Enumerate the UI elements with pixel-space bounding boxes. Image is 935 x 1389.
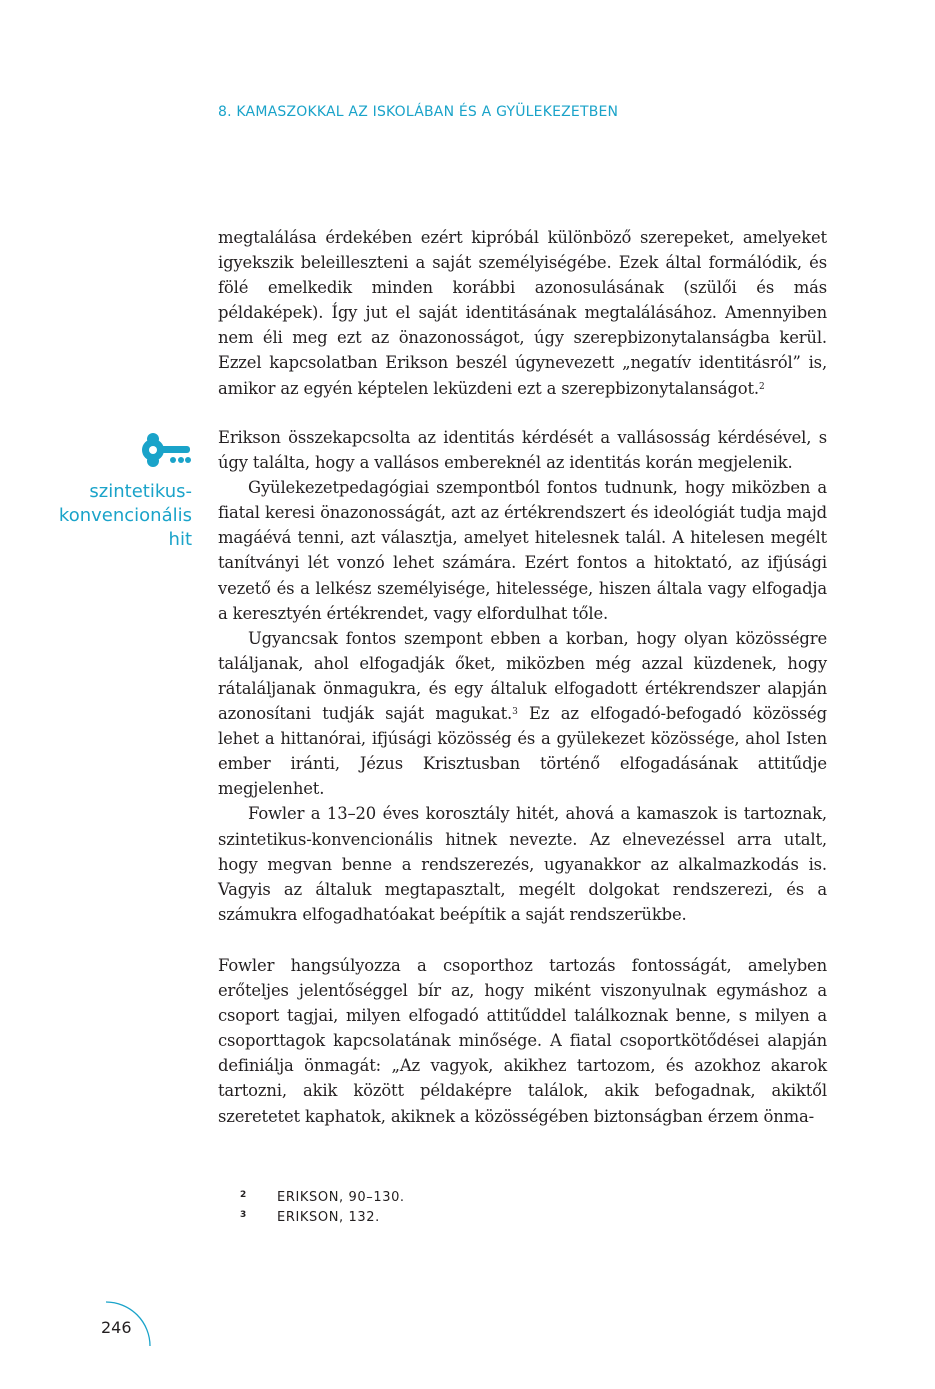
footnote-ref[interactable]: 3 <box>512 707 518 718</box>
paragraph-text: Ugyancsak fontos szempont ebben a korban, hogy olyan közösségre találjanak, ahol elfogadják őket, miközben még azzal küzdenek, hogy rátaláljanak önmagukra, és egy általuk elfogadott értékrendszer alapján azonosítani tudják saját magukat. <box>218 628 827 724</box>
footnote-text: ERIKSON, 132. <box>277 1210 380 1225</box>
key-icon <box>140 430 194 470</box>
body-paragraph <box>218 225 827 401</box>
paragraph-text: Ez az elfogadó-befogadó közösség lehet a hittanórai, ifjúsági közösség és a gyülekezet közössége, ahol Isten ember iránti, Jézus Krisztusban történő elfogadásának attitűdje megjelenhet. <box>218 704 827 799</box>
margin-keyword-line: konvencionális <box>58 505 192 526</box>
body-block-2 <box>218 425 827 927</box>
footnote-text: ERIKSON, 90–130. <box>277 1190 405 1205</box>
footnote-number: 3 <box>240 1210 247 1220</box>
margin-keyword-line: hit <box>168 529 192 550</box>
body-paragraph: Fowler hangsúlyozza a csoporthoz tartozás fontosságát, amelyben erőteljes jelentőséggel bír az, hogy miként viszonyulnak egymáshoz a csoport tagjai, milyen elfogadó attitűddel találkoznak benne, s milyen a csoporttagok kapcsolatának minősége. A fiatal csoportkötődései alapján definiálja önmagát: „Az vagyok, akikhez tartozom, és azokhoz akarok tartozni, akik között példaképre találok, akik befogadnak, akiktől szeretetet kaphatok, akiknek a közösségében biztonságban érzem önma- <box>218 956 827 1126</box>
body-block-1 <box>218 225 827 401</box>
footnote <box>240 1189 405 1209</box>
body-paragraph: Gyülekezetpedagógiai szempontból fontos tudnunk, hogy miközben a fiatal keresi önazonosságát, azt az értékrendszert és ideológiát tudja majd magáévá tenni, azt választja, amelyet hitelesnek talál. A hitelesen megélt tanítványi lét vonzó lehet számára. Ezért fontos a hitoktató, az ifjúsági vezető és a lelkész személyisége, hitelessége, hiszen általa vagy elfogadja a keresztyén értékrendet, vagy elfordulhat tőle. <box>218 478 827 623</box>
body-paragraph <box>218 626 827 802</box>
page-number: 246 <box>101 1318 132 1337</box>
running-header: 8. KAMASZOKKAL AZ ISKOLÁBAN ÉS A GYÜLEKEZETBEN <box>218 104 619 120</box>
body-block-3 <box>218 953 827 1129</box>
margin-keyword <box>30 480 192 552</box>
body-paragraph: Erikson összekapcsolta az identitás kérdését a vallásosság kérdésével, s úgy találta, hogy a vallásos embereknél az identitás korán megjelenik. <box>218 428 827 473</box>
footnote <box>240 1209 405 1229</box>
paragraph-text: megtalálása érdekében ezért kipróbál különböző szerepeket, amelyeket igyekszik beleilleszteni a saját személyiségébe. Ezek által formálódik, és fölé emelkedik minden korábbi azonosulásának (szülői és más példaképek). Így jut el saját identitásának megtalálásához. Amennyiben nem éli meg ezt az önazonosságot, úgy szerepbizonytalanságba kerül. Ezzel kapcsolatban Erikson beszél úgynevezett „negatív identitásról” is, amikor az egyén képtelen leküzdeni ezt a szerepbizonytalanságot. <box>218 228 827 398</box>
body-paragraph: Fowler a 13–20 éves korosztály hitét, ahová a kamaszok is tartoznak, szintetikus-konvencionális hitnek nevezte. Az elnevezéssel arra utalt, hogy megvan benne a rendszerezés, ugyanakkor az alkalmazkodás is. Vagyis az általuk megtapasztalt, megélt dolgokat rendszerezi, és a számukra elfogadhatóakat beépítik a saját rendszerükbe. <box>218 804 827 924</box>
footnotes <box>240 1189 405 1229</box>
footnote-number: 2 <box>240 1190 247 1200</box>
margin-keyword-line: szintetikus- <box>89 481 192 502</box>
footnote-ref[interactable]: 2 <box>758 381 765 392</box>
